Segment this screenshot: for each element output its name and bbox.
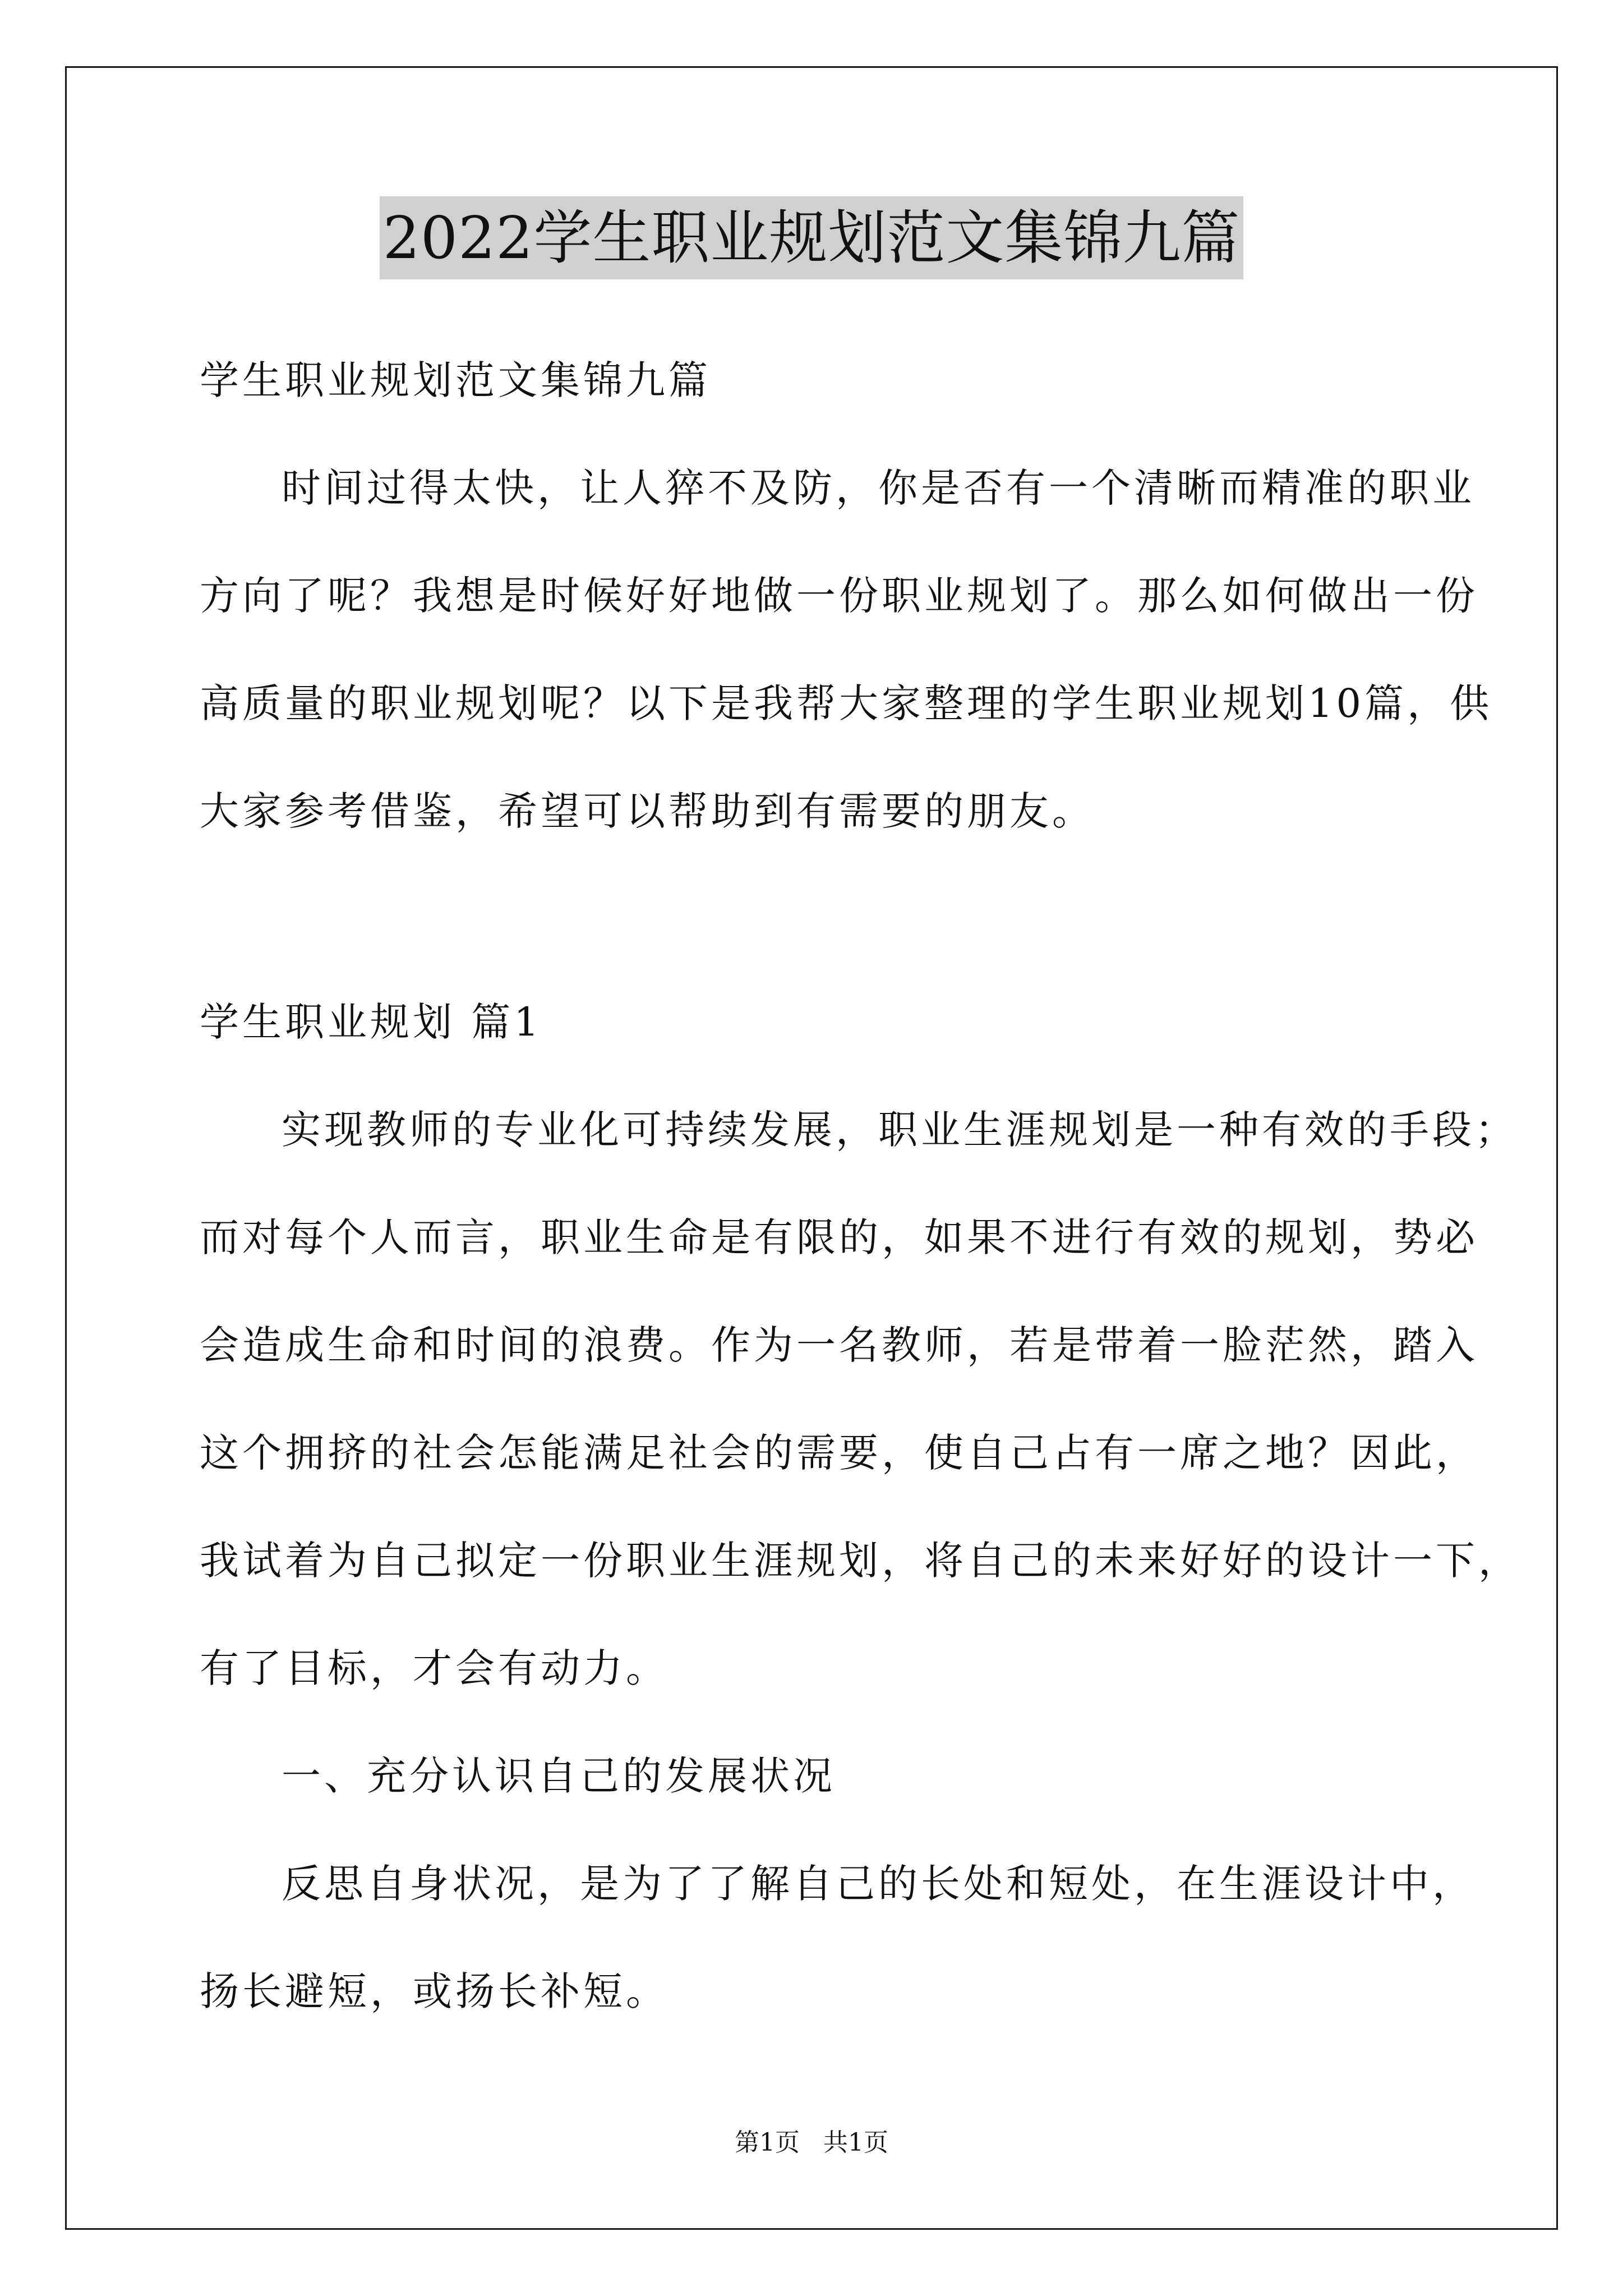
section-line: 实现教师的专业化可持续发展，职业生涯规划是一种有效的手段； [282, 1107, 1518, 1153]
paragraph-line: 扬长避短，或扬长补短。 [200, 1968, 668, 2014]
intro-line: 大家参考借鉴，希望可以帮助到有需要的朋友。 [200, 788, 1095, 834]
intro-line: 时间过得太快，让人猝不及防，你是否有一个清晰而精准的职业 [282, 465, 1475, 511]
section-line: 会造成生命和时间的浪费。作为一名教师，若是带着一脸茫然，踏入 [200, 1322, 1478, 1368]
paragraph-line: 反思自身状况，是为了了解自己的长处和短处，在生涯设计中， [282, 1861, 1475, 1907]
section-line: 而对每个人而言，职业生命是有限的，如果不进行有效的规划，势必 [200, 1214, 1478, 1260]
page-footer: 第1页 共1页 [735, 2128, 888, 2157]
subheading: 一、充分认识自己的发展状况 [282, 1753, 836, 1799]
section-heading: 学生职业规划 篇1 [200, 999, 542, 1045]
intro-line: 高质量的职业规划呢？以下是我帮大家整理的学生职业规划10篇，供 [200, 680, 1493, 726]
document-subtitle: 学生职业规划范文集锦九篇 [200, 357, 711, 403]
section-line: 有了目标，才会有动力。 [200, 1645, 668, 1691]
intro-line: 方向了呢？我想是时候好好地做一份职业规划了。那么如何做出一份 [200, 573, 1478, 619]
title-block [0, 196, 1623, 279]
document-title: 2022学生职业规划范文集锦九篇 [380, 196, 1244, 279]
section-line: 我试着为自己拟定一份职业生涯规划，将自己的未来好好的设计一下， [200, 1538, 1521, 1584]
section-line: 这个拥挤的社会怎能满足社会的需要，使自己占有一席之地？因此， [200, 1430, 1478, 1476]
